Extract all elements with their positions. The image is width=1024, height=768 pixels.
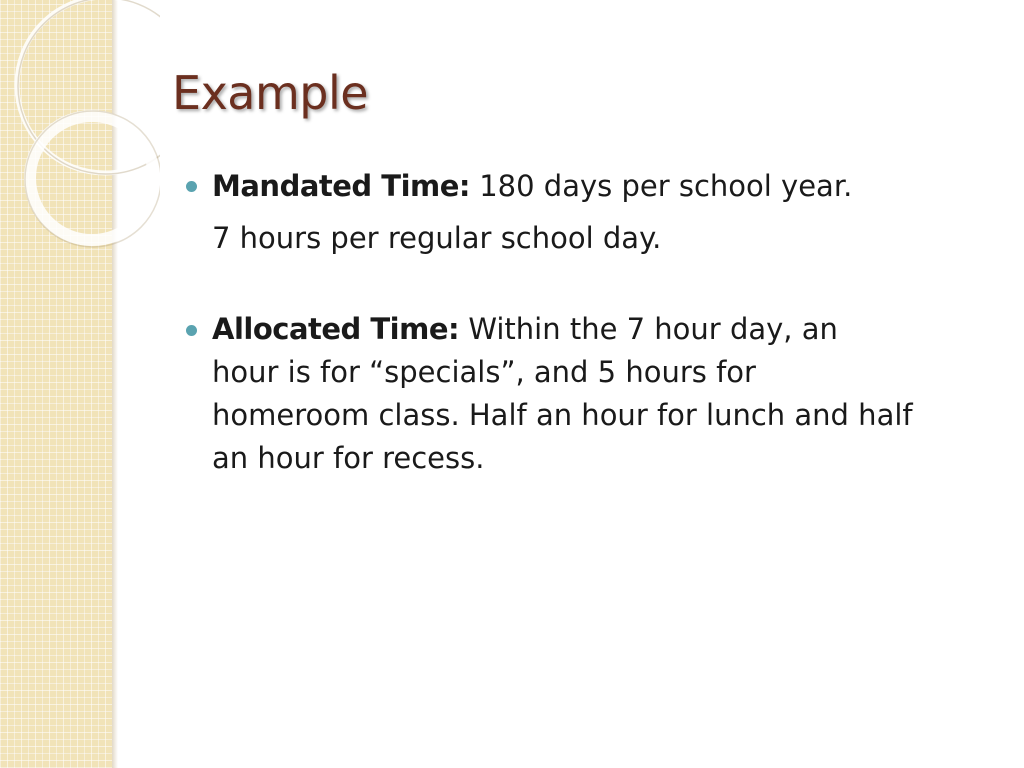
decorative-rings (0, 0, 160, 260)
bullet-second-line: 7 hours per regular school day. (212, 221, 662, 255)
bullet-mandated-time (186, 164, 996, 260)
bullet-text: 180 days per school year. (470, 169, 853, 203)
bullet-text: Within the 7 hour day, an (459, 312, 838, 346)
bullet-term: Allocated Time: (212, 312, 460, 346)
bullet-line-2: hour is for “specials”, and 5 hours for (212, 355, 756, 389)
bullet-line-3: homeroom class. Half an hour for lunch and half (212, 398, 913, 432)
slide-title: Example (172, 66, 369, 120)
bullet-list (186, 164, 996, 480)
bullet-dot-icon (186, 325, 197, 336)
bullet-first-line (212, 164, 996, 208)
bullet-term: Mandated Time: (212, 169, 470, 203)
bullet-line-1 (212, 308, 996, 351)
decorative-ring-small (30, 116, 154, 240)
bullet-allocated-time (186, 308, 996, 480)
bullet-dot-icon (186, 181, 197, 192)
bullet-line-4: an hour for recess. (212, 441, 485, 475)
